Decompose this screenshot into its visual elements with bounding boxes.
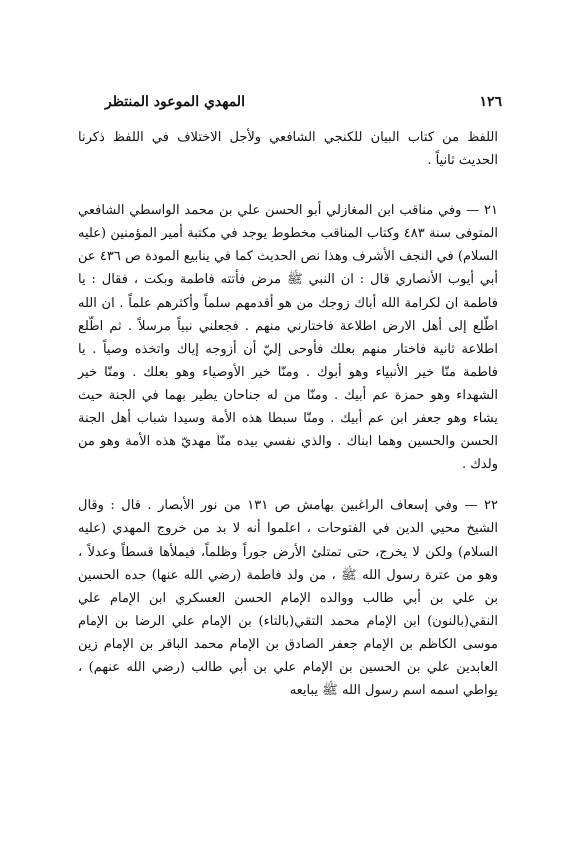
body-text xyxy=(78,126,498,702)
paragraph-intro: اللفظ من كتاب البيان للكنجي الشافعي ولأجل الاختلاف في اللفظ ذكرنا الحديث ثانياً . xyxy=(78,130,498,169)
page-number: ١٢٦ xyxy=(479,94,502,110)
page-header xyxy=(105,94,502,116)
paragraph-22: ٢٢ — وفي إسعاف الراغبين بهامش ص ١٣١ من نور الأبصار . قال : وقال الشيخ محيي الدين في الفتوحات ، اعلموا أنه لا بد من خروج المهدي (عليه السلام) ولكن لا يخرج، حتى تمتلئ الأرض جوراً وظلماً، فيملأها قسطاً وعدلاً ، وهو من عترة رسول الله ﷺ ، من ولد فاطمة (رضي الله عنها) جده الحسين بن علي بن أبي طالب ووالده الإمام الحسن العسكري ابن الإمام علي النقي(بالنون) ابن الإمام محمد التقي(بالتاء) بن الإمام علي الرضا بن الإمام موسى الكاظم بن الإمام جعفر الصادق بن الإمام محمد الباقر بن الإمام زين العابدين علي بن الحسين بن الإمام علي بن أبي طالب (رضي الله عنهم) ، يواطي اسمه اسم رسول الله ﷺ يبايعه xyxy=(78,498,498,699)
running-title: المهدي الموعود المنتظر xyxy=(105,94,245,110)
paragraph-21: ٢١ — وفي مناقب ابن المغازلي أبو الحسن علي بن محمد الواسطي الشافعي المتوفى سنة ٤٨٣ وكتاب المناقب مخطوط يوجد في مكتبة أمير المؤمنين (عليه السلام) في النجف الأشرف وهذا نص الحديث كما في ينابيع المودة ص ٤٣٦ عن أبي أيوب الأنصاري قال : ان النبي ﷺ مرض فأتته فاطمة وبكت ، فقال : يا فاطمة ان لكرامة الله أباك زوجك من هو أقدمهم سلماً وأكثرهم علماً . ان الله اطّلع إلى أهل الارض اطلاعة فاختارني منهم . فجعلني نبياً مرسلاً . ثم اطّلع اطلاعة ثانية فاختار منهم بعلك فأوحى إليّ أن أزوجه إياك واتخذه وصياً . يا فاطمة منّا خير الأنبياء وهو أبوك . ومنّا خير الأوصياء وهو بعلك . ومنّا خير الشهداء وهو حمزة عم أبيك . ومنّا من له جناحان يطير بهما في الجنة حيث يشاء وهو جعفر ابن عم أبيك . ومنّا سبطا هذه الأمة وسيدا شباب أهل الجنة الحسن والحسين وهما ابناك . والذي نفسي بيده منّا مهديّ هذه الأمة وهو من ولدك . xyxy=(78,203,498,473)
